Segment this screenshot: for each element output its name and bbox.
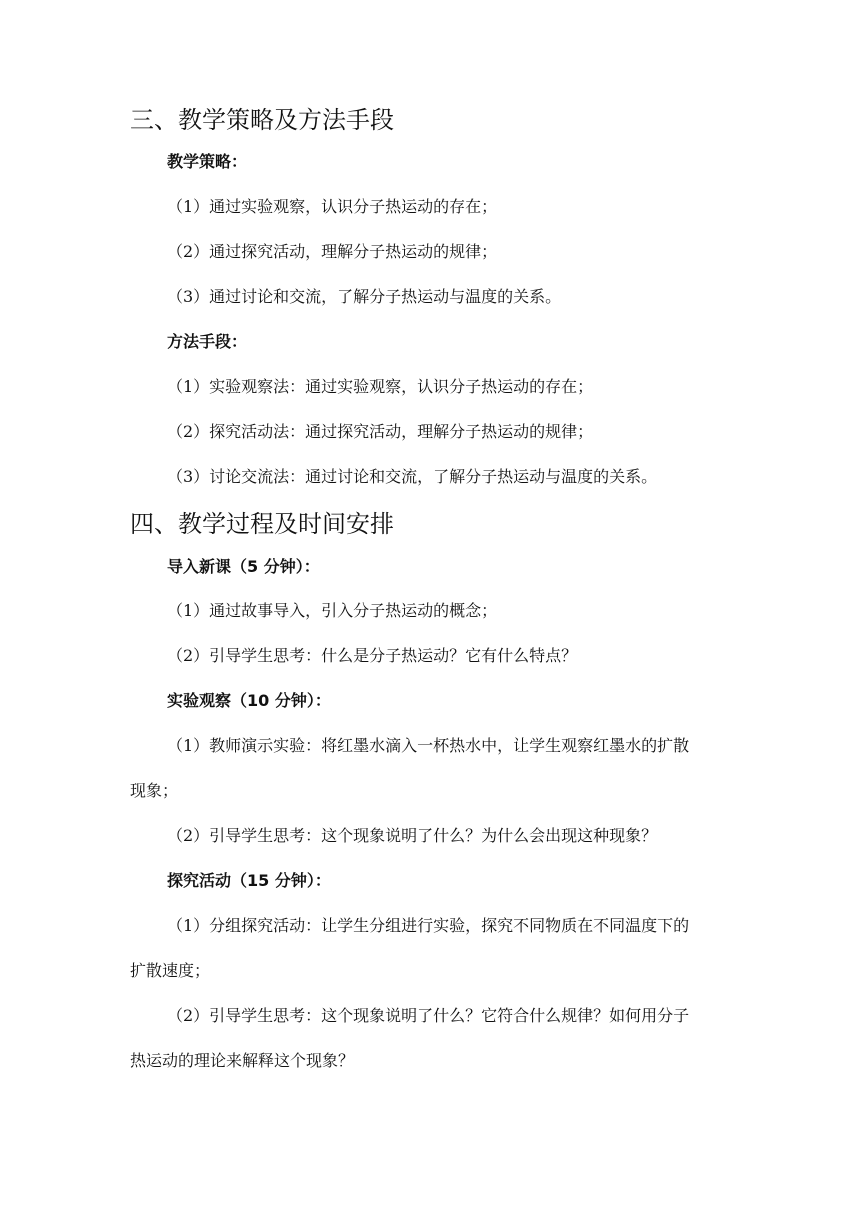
methods-item-3: （3）讨论交流法：通过讨论和交流，了解分子热运动与温度的关系。: [167, 467, 658, 486]
intro-label: 导入新课（5 分钟）：: [167, 557, 320, 576]
section-4-heading: 四、教学过程及时间安排: [130, 510, 394, 538]
methods-label: 方法手段：: [167, 332, 248, 351]
strategy-item-3: （3）通过讨论和交流，了解分子热运动与温度的关系。: [167, 287, 562, 306]
experiment-item-2: （2）引导学生思考：这个现象说明了什么？为什么会出现这种现象？: [167, 826, 658, 845]
explore-label: 探究活动（15 分钟）：: [167, 871, 331, 890]
experiment-item-1-continuation: 现象；: [130, 781, 179, 800]
explore-item-2: （2）引导学生思考：这个现象说明了什么？它符合什么规律？如何用分子: [167, 1006, 690, 1025]
explore-item-2-continuation: 热运动的理论来解释这个现象？: [130, 1051, 355, 1070]
strategy-item-1: （1）通过实验观察，认识分子热运动的存在；: [167, 197, 498, 216]
strategy-item-2: （2）通过探究活动，理解分子热运动的规律；: [167, 242, 498, 261]
intro-item-1: （1）通过故事导入，引入分子热运动的概念；: [167, 601, 498, 620]
explore-item-1-continuation: 扩散速度；: [130, 961, 211, 980]
intro-item-2: （2）引导学生思考：什么是分子热运动？它有什么特点？: [167, 646, 578, 665]
explore-item-1: （1）分组探究活动：让学生分组进行实验，探究不同物质在不同温度下的: [167, 916, 690, 935]
section-3-heading: 三、教学策略及方法手段: [130, 106, 394, 134]
methods-item-1: （1）实验观察法：通过实验观察，认识分子热运动的存在；: [167, 377, 594, 396]
strategy-label: 教学策略：: [167, 152, 248, 171]
methods-item-2: （2）探究活动法：通过探究活动，理解分子热运动的规律；: [167, 422, 594, 441]
experiment-label: 实验观察（10 分钟）：: [167, 691, 331, 710]
experiment-item-1: （1）教师演示实验：将红墨水滴入一杯热水中，让学生观察红墨水的扩散: [167, 736, 690, 755]
